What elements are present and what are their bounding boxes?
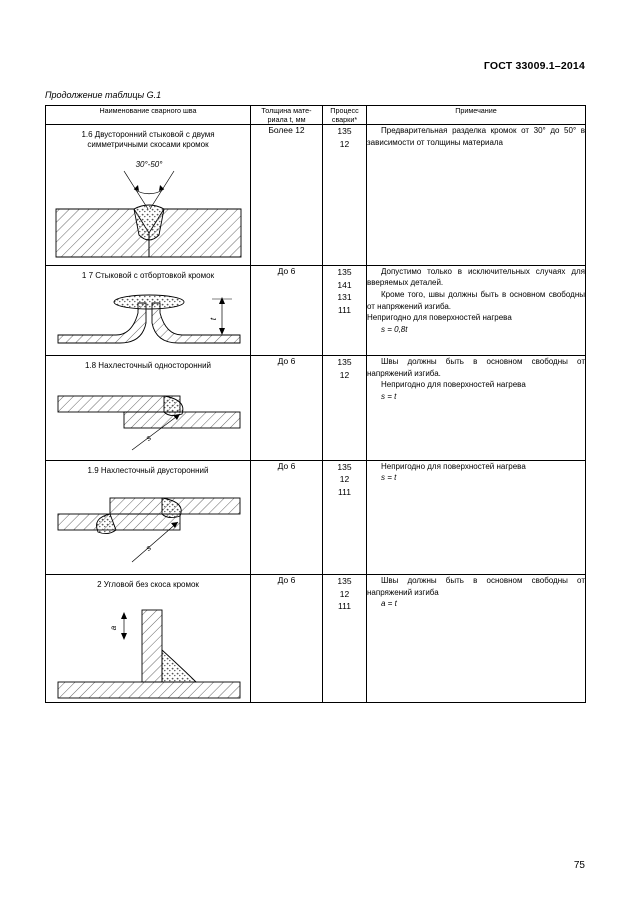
process-cell	[323, 356, 367, 460]
weld-title	[46, 575, 250, 592]
weld-title-line1: 1.6 Двусторонний стыковой с двумя	[81, 130, 215, 139]
svg-text:s: s	[144, 543, 153, 553]
table-row	[46, 574, 586, 702]
table-row	[46, 265, 586, 355]
column-header-process-line1: Процесс	[330, 106, 359, 115]
thickness-cell: Более 12	[251, 125, 323, 266]
thickness-cell: До 6	[251, 356, 323, 460]
weld-name-cell	[46, 460, 251, 574]
note-formula: s = t	[381, 473, 397, 483]
table-header-row	[46, 106, 586, 125]
process-cell	[323, 125, 367, 266]
note-cell	[367, 125, 586, 266]
note-paragraph: Допустимо только в исключительных случаях для вверяемых деталей.	[367, 266, 585, 288]
weld-name-cell	[46, 125, 251, 266]
process-code: 135	[337, 461, 352, 472]
svg-text:s: s	[144, 432, 153, 443]
weld-name-cell	[46, 265, 251, 355]
weld-title	[46, 356, 250, 373]
column-header-thickness-line2: риала t, мм	[267, 115, 306, 124]
process-code: 135	[337, 575, 352, 586]
svg-text:30°-50°: 30°-50°	[135, 159, 163, 169]
weld-title-line1: 1 7 Стыковой с отбортовкой кромок	[81, 270, 215, 280]
table-continuation-label: Продолжение таблицы G.1	[45, 90, 162, 100]
process-code: 12	[339, 588, 350, 599]
process-cell	[323, 265, 367, 355]
table-row	[46, 125, 586, 266]
weld-figure-2	[46, 592, 250, 702]
process-cell	[323, 574, 367, 702]
note-cell	[367, 574, 586, 702]
note-formula: a = t	[381, 599, 397, 609]
note-formula: s = t	[381, 391, 397, 401]
process-code: 135	[337, 357, 352, 368]
weld-title-line2: симметричными скосами кромок	[87, 140, 209, 150]
process-code: 131	[337, 292, 352, 303]
column-header-thickness-line1: Толщина мате-	[261, 106, 312, 115]
process-cell	[323, 460, 367, 574]
note-cell	[367, 460, 586, 574]
column-header-thickness	[251, 106, 323, 125]
process-code: 12	[339, 369, 350, 380]
column-header-name: Наименование сварного шва	[46, 106, 251, 125]
note-paragraph: Непригодно для поверхностей нагрева	[381, 380, 526, 390]
note-cell	[367, 265, 586, 355]
standard-designation: ГОСТ 33009.1–2014	[483, 60, 585, 72]
weld-title-line1: 2 Угловой без скоса кромок	[97, 579, 199, 589]
thickness-cell: До 6	[251, 265, 323, 355]
thickness-cell: До 6	[251, 574, 323, 702]
note-paragraph: Кроме того, швы должны быть в основном свободны от напряжений изгиба.	[367, 289, 585, 311]
welds-table	[45, 105, 586, 703]
process-code: 111	[338, 601, 351, 612]
note-paragraph: Непригодно для поверхностей нагрева	[381, 461, 526, 471]
weld-title	[46, 125, 250, 153]
note-paragraph: Швы должны быть в основном свободны от напряжений изгиба	[367, 575, 585, 597]
weld-title-line1: 1.8 Нахлесточный односторонний	[84, 361, 212, 371]
column-header-process	[323, 106, 367, 125]
table-row	[46, 356, 586, 460]
process-code: 111	[338, 487, 351, 498]
process-code: 12	[339, 138, 350, 149]
page-number: 75	[573, 860, 585, 871]
weld-name-cell	[46, 356, 251, 460]
column-header-note: Примечание	[367, 106, 586, 125]
process-code: 141	[337, 279, 352, 290]
process-code: 12	[339, 474, 350, 485]
note-paragraph: Швы должны быть в основном свободны от напряжений изгиба.	[367, 357, 585, 378]
weld-figure-18	[46, 374, 250, 460]
thickness-cell: До 6	[251, 460, 323, 574]
process-code: 111	[338, 305, 351, 316]
note-paragraph: Непригодно для поверхностей нагрева	[367, 313, 512, 323]
note-paragraph: Предварительная разделка кромок от 30° до 50° в зависимости от толщины материала	[367, 126, 585, 147]
weld-figure-19	[46, 478, 250, 574]
weld-title	[46, 266, 250, 283]
weld-title-line1: 1.9 Нахлесточный двусторонний	[87, 465, 209, 475]
weld-title	[46, 461, 250, 478]
weld-name-cell	[46, 574, 251, 702]
svg-text:t: t	[209, 318, 218, 321]
svg-text:a: a	[109, 626, 118, 631]
process-code: 135	[337, 126, 352, 136]
note-formula: s = 0,8t	[381, 324, 408, 334]
process-code: 135	[337, 266, 352, 277]
table-row	[46, 460, 586, 574]
weld-figure-17	[46, 283, 250, 355]
weld-figure-16	[46, 153, 250, 265]
note-cell	[367, 356, 586, 460]
column-header-process-line2: сварки*	[331, 115, 358, 124]
